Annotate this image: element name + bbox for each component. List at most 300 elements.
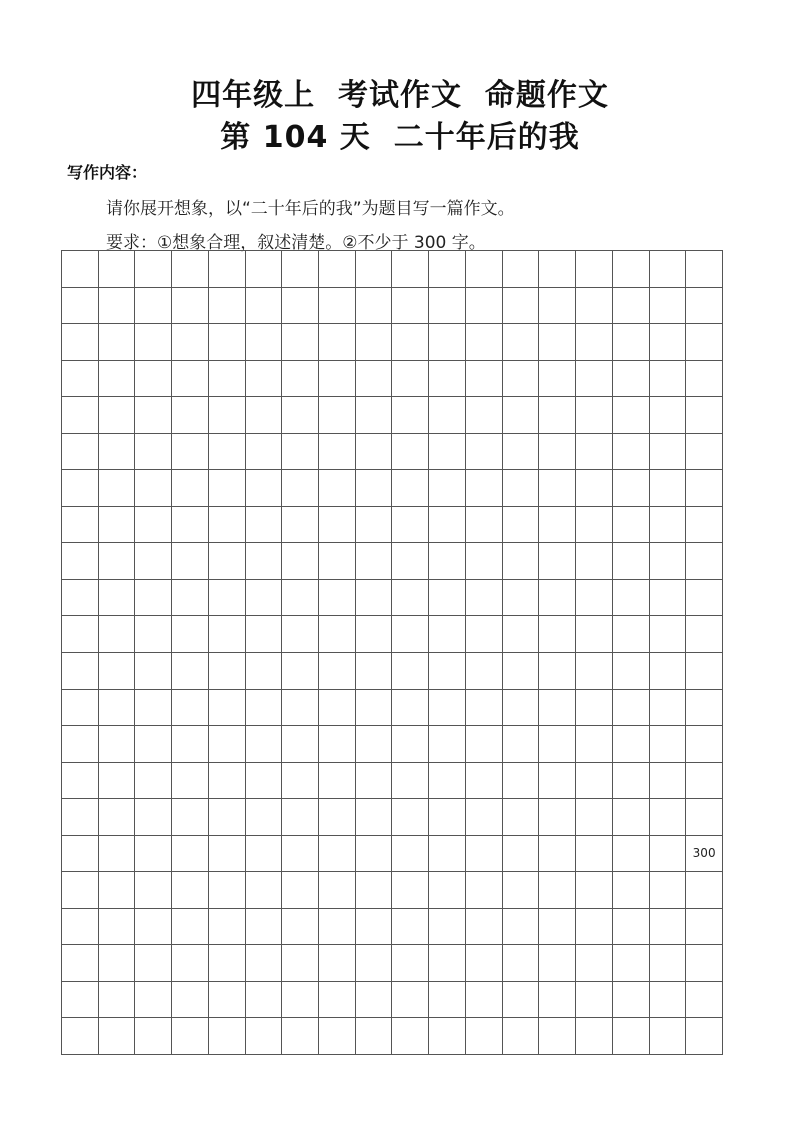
grid-cell[interactable]: [686, 909, 723, 946]
grid-cell[interactable]: [62, 324, 99, 361]
grid-cell[interactable]: [135, 799, 172, 836]
grid-cell[interactable]: [613, 288, 650, 325]
grid-cell[interactable]: [539, 799, 576, 836]
grid-cell[interactable]: [650, 836, 687, 873]
grid-cell[interactable]: [135, 580, 172, 617]
grid-cell[interactable]: [282, 616, 319, 653]
grid-cell[interactable]: [539, 726, 576, 763]
grid-cell[interactable]: [392, 872, 429, 909]
grid-cell[interactable]: [650, 872, 687, 909]
grid-cell[interactable]: [282, 799, 319, 836]
grid-cell[interactable]: [172, 653, 209, 690]
grid-cell[interactable]: [539, 251, 576, 288]
grid-cell[interactable]: [613, 470, 650, 507]
grid-cell[interactable]: [650, 324, 687, 361]
grid-cell[interactable]: [172, 616, 209, 653]
grid-cell[interactable]: [99, 324, 136, 361]
grid-cell[interactable]: [99, 690, 136, 727]
grid-cell[interactable]: [576, 909, 613, 946]
grid-cell[interactable]: [319, 1018, 356, 1055]
grid-cell[interactable]: [99, 434, 136, 471]
grid-cell[interactable]: [613, 397, 650, 434]
grid-cell[interactable]: [99, 543, 136, 580]
grid-cell[interactable]: [503, 616, 540, 653]
grid-cell[interactable]: [356, 580, 393, 617]
grid-cell[interactable]: [576, 397, 613, 434]
grid-cell[interactable]: [686, 690, 723, 727]
grid-cell[interactable]: [503, 543, 540, 580]
grid-cell[interactable]: [650, 726, 687, 763]
grid-cell[interactable]: [209, 945, 246, 982]
grid-cell[interactable]: [246, 653, 283, 690]
grid-cell[interactable]: [576, 690, 613, 727]
grid-cell[interactable]: [539, 580, 576, 617]
grid-cell[interactable]: [539, 507, 576, 544]
grid-cell[interactable]: [356, 288, 393, 325]
grid-cell[interactable]: [392, 1018, 429, 1055]
grid-cell[interactable]: [686, 1018, 723, 1055]
grid-cell[interactable]: [319, 653, 356, 690]
grid-cell[interactable]: [503, 763, 540, 800]
grid-cell[interactable]: [172, 726, 209, 763]
grid-cell[interactable]: [392, 799, 429, 836]
grid-cell[interactable]: [613, 361, 650, 398]
grid-cell[interactable]: [503, 872, 540, 909]
grid-cell[interactable]: [503, 580, 540, 617]
grid-cell[interactable]: [135, 690, 172, 727]
grid-cell[interactable]: [539, 434, 576, 471]
grid-cell[interactable]: [356, 324, 393, 361]
grid-cell[interactable]: [62, 982, 99, 1019]
grid-cell[interactable]: [686, 288, 723, 325]
grid-cell[interactable]: [539, 690, 576, 727]
grid-cell[interactable]: [319, 945, 356, 982]
grid-cell[interactable]: [503, 397, 540, 434]
writing-grid[interactable]: [61, 250, 723, 1055]
grid-cell[interactable]: [62, 909, 99, 946]
grid-cell[interactable]: [282, 251, 319, 288]
grid-cell[interactable]: [62, 726, 99, 763]
grid-cell[interactable]: [650, 982, 687, 1019]
grid-cell[interactable]: [282, 543, 319, 580]
grid-cell[interactable]: [319, 543, 356, 580]
grid-cell[interactable]: [356, 690, 393, 727]
grid-cell[interactable]: [539, 945, 576, 982]
grid-cell[interactable]: [209, 543, 246, 580]
grid-cell[interactable]: [576, 251, 613, 288]
grid-cell[interactable]: [686, 616, 723, 653]
grid-cell[interactable]: [392, 580, 429, 617]
grid-cell[interactable]: [539, 543, 576, 580]
grid-cell[interactable]: [99, 872, 136, 909]
grid-cell[interactable]: [429, 945, 466, 982]
grid-cell[interactable]: [246, 470, 283, 507]
grid-cell[interactable]: [282, 653, 319, 690]
grid-cell[interactable]: [686, 324, 723, 361]
grid-cell[interactable]: [135, 909, 172, 946]
grid-cell[interactable]: [650, 251, 687, 288]
grid-cell[interactable]: [356, 470, 393, 507]
grid-cell[interactable]: [356, 434, 393, 471]
grid-cell[interactable]: [319, 434, 356, 471]
grid-cell[interactable]: [466, 507, 503, 544]
grid-cell[interactable]: [466, 1018, 503, 1055]
grid-cell[interactable]: [62, 580, 99, 617]
grid-cell[interactable]: [209, 726, 246, 763]
grid-cell[interactable]: [172, 763, 209, 800]
grid-cell[interactable]: [246, 726, 283, 763]
grid-cell[interactable]: [246, 872, 283, 909]
grid-cell[interactable]: [466, 653, 503, 690]
grid-cell[interactable]: [466, 324, 503, 361]
grid-cell[interactable]: [466, 836, 503, 873]
grid-cell[interactable]: [686, 580, 723, 617]
grid-cell[interactable]: [135, 945, 172, 982]
grid-cell[interactable]: [429, 288, 466, 325]
grid-cell[interactable]: [650, 690, 687, 727]
grid-cell[interactable]: [466, 543, 503, 580]
grid-cell[interactable]: [503, 653, 540, 690]
grid-cell[interactable]: [62, 361, 99, 398]
grid-cell[interactable]: [319, 799, 356, 836]
grid-cell[interactable]: [503, 361, 540, 398]
grid-cell[interactable]: [356, 763, 393, 800]
grid-cell[interactable]: [172, 836, 209, 873]
grid-cell[interactable]: [356, 872, 393, 909]
grid-cell[interactable]: [613, 690, 650, 727]
grid-cell[interactable]: [282, 836, 319, 873]
grid-cell[interactable]: [99, 251, 136, 288]
grid-cell[interactable]: [356, 507, 393, 544]
grid-cell[interactable]: [246, 909, 283, 946]
grid-cell[interactable]: [135, 251, 172, 288]
grid-cell[interactable]: [209, 690, 246, 727]
grid-cell[interactable]: [539, 836, 576, 873]
grid-cell[interactable]: [576, 324, 613, 361]
grid-cell[interactable]: [62, 397, 99, 434]
grid-cell[interactable]: [650, 799, 687, 836]
grid-cell[interactable]: [62, 543, 99, 580]
grid-cell[interactable]: [650, 288, 687, 325]
grid-cell[interactable]: [539, 909, 576, 946]
grid-cell[interactable]: [429, 982, 466, 1019]
grid-cell[interactable]: [135, 434, 172, 471]
grid-cell[interactable]: [319, 397, 356, 434]
grid-cell[interactable]: [99, 799, 136, 836]
grid-cell[interactable]: [356, 909, 393, 946]
grid-cell[interactable]: [282, 361, 319, 398]
grid-cell[interactable]: [99, 580, 136, 617]
grid-cell[interactable]: [246, 543, 283, 580]
grid-cell[interactable]: [429, 763, 466, 800]
grid-cell[interactable]: [392, 763, 429, 800]
grid-cell[interactable]: [282, 324, 319, 361]
grid-cell[interactable]: [99, 616, 136, 653]
grid-cell[interactable]: [429, 361, 466, 398]
grid-cell[interactable]: [209, 872, 246, 909]
grid-cell[interactable]: [246, 836, 283, 873]
grid-cell[interactable]: [392, 543, 429, 580]
grid-cell[interactable]: [503, 434, 540, 471]
grid-cell[interactable]: [613, 909, 650, 946]
grid-cell[interactable]: [503, 1018, 540, 1055]
grid-cell[interactable]: [576, 763, 613, 800]
grid-cell[interactable]: [135, 763, 172, 800]
grid-cell[interactable]: [686, 726, 723, 763]
grid-cell[interactable]: [209, 982, 246, 1019]
grid-cell[interactable]: [282, 434, 319, 471]
grid-cell[interactable]: [246, 397, 283, 434]
grid-cell[interactable]: [99, 361, 136, 398]
grid-cell[interactable]: [135, 543, 172, 580]
grid-cell[interactable]: [429, 324, 466, 361]
grid-cell[interactable]: [209, 397, 246, 434]
grid-cell[interactable]: [466, 726, 503, 763]
grid-cell[interactable]: [576, 580, 613, 617]
grid-cell[interactable]: [135, 836, 172, 873]
grid-cell[interactable]: [392, 909, 429, 946]
grid-cell[interactable]: [503, 726, 540, 763]
grid-cell[interactable]: [135, 982, 172, 1019]
grid-cell[interactable]: [356, 945, 393, 982]
grid-cell[interactable]: [686, 251, 723, 288]
grid-cell[interactable]: [392, 982, 429, 1019]
grid-cell[interactable]: [576, 872, 613, 909]
grid-cell[interactable]: [172, 1018, 209, 1055]
grid-cell[interactable]: [429, 799, 466, 836]
grid-cell[interactable]: [392, 836, 429, 873]
grid-cell[interactable]: [650, 653, 687, 690]
grid-cell[interactable]: [282, 726, 319, 763]
grid-cell[interactable]: [392, 653, 429, 690]
grid-cell[interactable]: [99, 763, 136, 800]
grid-cell[interactable]: [356, 361, 393, 398]
grid-cell[interactable]: [686, 653, 723, 690]
grid-cell[interactable]: [576, 470, 613, 507]
grid-cell[interactable]: [686, 982, 723, 1019]
grid-cell[interactable]: [246, 763, 283, 800]
grid-cell[interactable]: [613, 836, 650, 873]
grid-cell[interactable]: [282, 909, 319, 946]
grid-cell[interactable]: [135, 361, 172, 398]
grid-cell[interactable]: [209, 507, 246, 544]
grid-cell[interactable]: [62, 945, 99, 982]
grid-cell[interactable]: [99, 507, 136, 544]
grid-cell[interactable]: [172, 361, 209, 398]
grid-cell[interactable]: [650, 397, 687, 434]
grid-cell[interactable]: [356, 251, 393, 288]
grid-cell[interactable]: [62, 872, 99, 909]
grid-cell[interactable]: [246, 982, 283, 1019]
grid-cell[interactable]: [392, 251, 429, 288]
grid-cell[interactable]: [392, 361, 429, 398]
grid-cell[interactable]: [246, 288, 283, 325]
grid-cell[interactable]: [209, 251, 246, 288]
grid-cell[interactable]: [539, 763, 576, 800]
grid-cell[interactable]: [319, 361, 356, 398]
grid-cell[interactable]: [466, 434, 503, 471]
grid-cell[interactable]: [172, 690, 209, 727]
grid-cell[interactable]: [686, 799, 723, 836]
grid-cell[interactable]: [686, 543, 723, 580]
grid-cell[interactable]: [576, 434, 613, 471]
grid-cell[interactable]: [392, 324, 429, 361]
grid-cell[interactable]: [209, 288, 246, 325]
grid-cell[interactable]: [466, 909, 503, 946]
grid-cell[interactable]: [613, 434, 650, 471]
grid-cell[interactable]: [503, 909, 540, 946]
grid-cell[interactable]: [246, 945, 283, 982]
grid-cell[interactable]: [135, 616, 172, 653]
grid-cell[interactable]: [135, 653, 172, 690]
grid-cell[interactable]: [466, 361, 503, 398]
grid-cell[interactable]: [99, 397, 136, 434]
grid-cell[interactable]: [172, 434, 209, 471]
grid-cell[interactable]: [686, 397, 723, 434]
grid-cell[interactable]: [319, 324, 356, 361]
grid-cell[interactable]: [539, 616, 576, 653]
grid-cell[interactable]: [246, 580, 283, 617]
grid-cell[interactable]: [613, 763, 650, 800]
grid-cell[interactable]: [392, 397, 429, 434]
grid-cell[interactable]: [356, 397, 393, 434]
grid-cell[interactable]: [539, 470, 576, 507]
grid-cell[interactable]: [429, 580, 466, 617]
grid-cell[interactable]: [686, 470, 723, 507]
grid-cell[interactable]: [650, 507, 687, 544]
grid-cell[interactable]: [539, 361, 576, 398]
grid-cell[interactable]: [319, 580, 356, 617]
grid-cell[interactable]: [209, 799, 246, 836]
grid-cell[interactable]: [172, 909, 209, 946]
grid-cell[interactable]: [429, 909, 466, 946]
grid-cell[interactable]: [650, 434, 687, 471]
grid-cell[interactable]: [135, 470, 172, 507]
grid-cell[interactable]: [466, 763, 503, 800]
grid-cell[interactable]: [172, 470, 209, 507]
grid-cell[interactable]: [62, 616, 99, 653]
grid-cell[interactable]: [209, 361, 246, 398]
grid-cell[interactable]: [282, 690, 319, 727]
grid-cell[interactable]: [429, 397, 466, 434]
grid-cell[interactable]: [686, 763, 723, 800]
grid-cell[interactable]: [503, 470, 540, 507]
grid-cell[interactable]: [392, 507, 429, 544]
grid-cell[interactable]: [576, 507, 613, 544]
grid-cell[interactable]: [62, 836, 99, 873]
grid-cell[interactable]: [613, 543, 650, 580]
grid-cell[interactable]: [613, 945, 650, 982]
grid-cell[interactable]: [576, 361, 613, 398]
grid-cell[interactable]: [319, 470, 356, 507]
grid-cell[interactable]: [282, 470, 319, 507]
grid-cell[interactable]: [282, 1018, 319, 1055]
grid-cell[interactable]: [576, 982, 613, 1019]
grid-cell[interactable]: [650, 616, 687, 653]
grid-cell[interactable]: [613, 726, 650, 763]
grid-cell[interactable]: [392, 690, 429, 727]
grid-cell[interactable]: [503, 799, 540, 836]
grid-cell[interactable]: [62, 653, 99, 690]
grid-cell[interactable]: [246, 434, 283, 471]
grid-cell[interactable]: [503, 836, 540, 873]
grid-cell[interactable]: [319, 982, 356, 1019]
grid-cell[interactable]: [356, 982, 393, 1019]
grid-cell[interactable]: [99, 982, 136, 1019]
grid-cell[interactable]: [613, 507, 650, 544]
grid-cell[interactable]: [392, 616, 429, 653]
grid-cell[interactable]: [466, 690, 503, 727]
grid-cell[interactable]: [62, 251, 99, 288]
grid-cell[interactable]: [429, 507, 466, 544]
grid-cell[interactable]: [282, 982, 319, 1019]
grid-cell[interactable]: [650, 361, 687, 398]
grid-cell[interactable]: [613, 653, 650, 690]
grid-cell[interactable]: [356, 1018, 393, 1055]
grid-cell[interactable]: [209, 580, 246, 617]
grid-cell[interactable]: [539, 288, 576, 325]
grid-cell[interactable]: [650, 945, 687, 982]
grid-cell[interactable]: [282, 397, 319, 434]
grid-cell[interactable]: [613, 580, 650, 617]
grid-cell[interactable]: [62, 690, 99, 727]
grid-cell[interactable]: [62, 799, 99, 836]
grid-cell[interactable]: [282, 288, 319, 325]
grid-cell[interactable]: [356, 726, 393, 763]
grid-cell[interactable]: [392, 470, 429, 507]
grid-cell[interactable]: [172, 288, 209, 325]
grid-cell[interactable]: [650, 909, 687, 946]
grid-cell[interactable]: [172, 543, 209, 580]
grid-cell[interactable]: [466, 616, 503, 653]
grid-cell[interactable]: [429, 653, 466, 690]
grid-cell[interactable]: [172, 982, 209, 1019]
grid-cell[interactable]: [135, 324, 172, 361]
grid-cell[interactable]: [539, 872, 576, 909]
grid-cell[interactable]: [319, 616, 356, 653]
grid-cell[interactable]: [135, 507, 172, 544]
grid-cell[interactable]: [613, 1018, 650, 1055]
grid-cell[interactable]: [503, 982, 540, 1019]
grid-cell[interactable]: [466, 799, 503, 836]
grid-cell[interactable]: [686, 945, 723, 982]
grid-cell[interactable]: [392, 288, 429, 325]
grid-cell[interactable]: [135, 872, 172, 909]
grid-cell[interactable]: [319, 690, 356, 727]
grid-cell[interactable]: [466, 872, 503, 909]
grid-cell[interactable]: [246, 507, 283, 544]
grid-cell[interactable]: [62, 434, 99, 471]
grid-cell[interactable]: [246, 324, 283, 361]
grid-cell[interactable]: [466, 251, 503, 288]
grid-cell[interactable]: [392, 726, 429, 763]
grid-cell[interactable]: [209, 434, 246, 471]
grid-cell[interactable]: [209, 763, 246, 800]
grid-cell[interactable]: [429, 726, 466, 763]
grid-cell[interactable]: [503, 690, 540, 727]
grid-cell[interactable]: [135, 288, 172, 325]
grid-cell[interactable]: [62, 763, 99, 800]
grid-cell[interactable]: [576, 726, 613, 763]
grid-cell[interactable]: [319, 763, 356, 800]
grid-cell[interactable]: [686, 507, 723, 544]
grid-cell[interactable]: [539, 982, 576, 1019]
grid-cell[interactable]: [686, 361, 723, 398]
grid-cell[interactable]: [392, 945, 429, 982]
grid-cell[interactable]: [650, 543, 687, 580]
grid-cell[interactable]: [282, 763, 319, 800]
grid-cell[interactable]: [209, 653, 246, 690]
